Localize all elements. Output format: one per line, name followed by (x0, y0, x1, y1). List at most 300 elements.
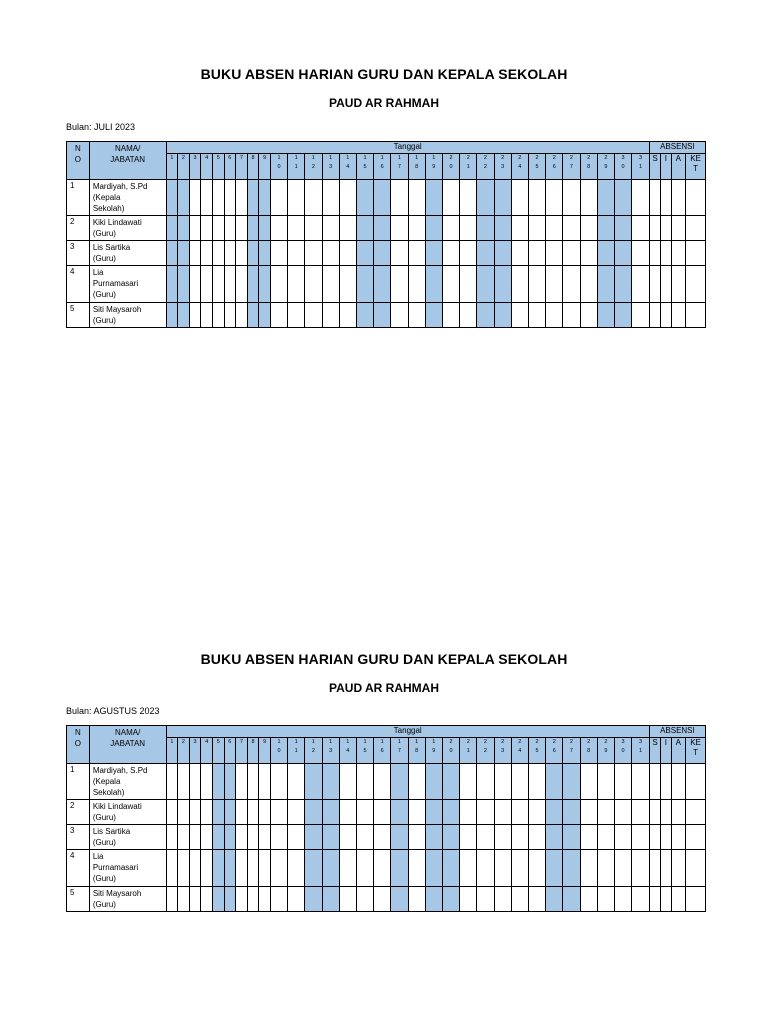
day-cell[interactable] (247, 825, 259, 850)
day-cell[interactable] (178, 303, 190, 328)
day-cell[interactable] (580, 764, 597, 800)
day-cell[interactable] (224, 887, 236, 912)
day-cell[interactable] (270, 887, 287, 912)
day-cell[interactable] (442, 266, 459, 303)
day-cell[interactable] (201, 180, 213, 216)
day-cell[interactable] (528, 266, 545, 303)
day-cell[interactable] (597, 303, 614, 328)
absensi-cell[interactable] (661, 800, 671, 825)
day-cell[interactable] (614, 850, 631, 887)
day-cell[interactable] (580, 850, 597, 887)
day-cell[interactable] (494, 764, 511, 800)
absensi-cell[interactable] (686, 764, 706, 800)
day-cell[interactable] (356, 180, 373, 216)
day-cell[interactable] (166, 266, 178, 303)
day-cell[interactable] (270, 800, 287, 825)
day-cell[interactable] (247, 241, 259, 266)
day-cell[interactable] (494, 303, 511, 328)
day-cell[interactable] (528, 800, 545, 825)
day-cell[interactable] (632, 241, 650, 266)
absensi-cell[interactable] (686, 266, 706, 303)
day-cell[interactable] (546, 850, 563, 887)
day-cell[interactable] (288, 764, 305, 800)
day-cell[interactable] (247, 216, 259, 241)
day-cell[interactable] (632, 216, 650, 241)
absensi-cell[interactable] (686, 800, 706, 825)
day-cell[interactable] (178, 764, 190, 800)
day-cell[interactable] (201, 850, 213, 887)
day-cell[interactable] (270, 303, 287, 328)
day-cell[interactable] (259, 266, 271, 303)
day-cell[interactable] (460, 303, 477, 328)
day-cell[interactable] (391, 241, 408, 266)
day-cell[interactable] (224, 764, 236, 800)
day-cell[interactable] (356, 266, 373, 303)
day-cell[interactable] (201, 216, 213, 241)
day-cell[interactable] (425, 800, 442, 825)
day-cell[interactable] (339, 266, 356, 303)
day-cell[interactable] (201, 303, 213, 328)
day-cell[interactable] (166, 303, 178, 328)
day-cell[interactable] (477, 216, 494, 241)
day-cell[interactable] (212, 825, 224, 850)
day-cell[interactable] (166, 216, 178, 241)
absensi-cell[interactable] (649, 241, 660, 266)
day-cell[interactable] (408, 266, 425, 303)
day-cell[interactable] (356, 825, 373, 850)
day-cell[interactable] (322, 241, 339, 266)
absensi-cell[interactable] (661, 216, 671, 241)
day-cell[interactable] (166, 850, 178, 887)
day-cell[interactable] (511, 216, 528, 241)
day-cell[interactable] (189, 303, 201, 328)
absensi-cell[interactable] (661, 764, 671, 800)
day-cell[interactable] (511, 887, 528, 912)
day-cell[interactable] (259, 764, 271, 800)
day-cell[interactable] (580, 303, 597, 328)
day-cell[interactable] (374, 850, 391, 887)
day-cell[interactable] (259, 303, 271, 328)
day-cell[interactable] (259, 241, 271, 266)
day-cell[interactable] (391, 764, 408, 800)
day-cell[interactable] (614, 180, 631, 216)
day-cell[interactable] (247, 303, 259, 328)
day-cell[interactable] (408, 764, 425, 800)
day-cell[interactable] (189, 764, 201, 800)
day-cell[interactable] (224, 266, 236, 303)
day-cell[interactable] (546, 887, 563, 912)
day-cell[interactable] (408, 241, 425, 266)
day-cell[interactable] (425, 180, 442, 216)
absensi-cell[interactable] (661, 850, 671, 887)
day-cell[interactable] (270, 266, 287, 303)
day-cell[interactable] (425, 241, 442, 266)
day-cell[interactable] (597, 825, 614, 850)
day-cell[interactable] (305, 764, 322, 800)
day-cell[interactable] (339, 800, 356, 825)
day-cell[interactable] (511, 764, 528, 800)
day-cell[interactable] (259, 850, 271, 887)
day-cell[interactable] (189, 887, 201, 912)
day-cell[interactable] (425, 303, 442, 328)
day-cell[interactable] (442, 216, 459, 241)
day-cell[interactable] (374, 180, 391, 216)
day-cell[interactable] (305, 303, 322, 328)
day-cell[interactable] (391, 800, 408, 825)
day-cell[interactable] (356, 850, 373, 887)
day-cell[interactable] (288, 887, 305, 912)
day-cell[interactable] (288, 800, 305, 825)
day-cell[interactable] (614, 241, 631, 266)
day-cell[interactable] (189, 241, 201, 266)
day-cell[interactable] (178, 800, 190, 825)
day-cell[interactable] (322, 825, 339, 850)
day-cell[interactable] (322, 266, 339, 303)
day-cell[interactable] (212, 887, 224, 912)
absensi-cell[interactable] (671, 180, 686, 216)
day-cell[interactable] (614, 825, 631, 850)
day-cell[interactable] (201, 887, 213, 912)
day-cell[interactable] (442, 800, 459, 825)
absensi-cell[interactable] (671, 887, 686, 912)
day-cell[interactable] (632, 266, 650, 303)
day-cell[interactable] (546, 216, 563, 241)
day-cell[interactable] (270, 764, 287, 800)
day-cell[interactable] (511, 180, 528, 216)
day-cell[interactable] (494, 266, 511, 303)
day-cell[interactable] (597, 887, 614, 912)
day-cell[interactable] (236, 887, 248, 912)
day-cell[interactable] (339, 825, 356, 850)
day-cell[interactable] (563, 825, 580, 850)
day-cell[interactable] (425, 266, 442, 303)
day-cell[interactable] (236, 825, 248, 850)
day-cell[interactable] (322, 180, 339, 216)
day-cell[interactable] (322, 764, 339, 800)
day-cell[interactable] (212, 764, 224, 800)
day-cell[interactable] (528, 825, 545, 850)
day-cell[interactable] (632, 303, 650, 328)
absensi-cell[interactable] (661, 887, 671, 912)
day-cell[interactable] (356, 764, 373, 800)
day-cell[interactable] (212, 241, 224, 266)
day-cell[interactable] (408, 303, 425, 328)
day-cell[interactable] (528, 303, 545, 328)
day-cell[interactable] (201, 266, 213, 303)
absensi-cell[interactable] (649, 850, 660, 887)
day-cell[interactable] (460, 764, 477, 800)
day-cell[interactable] (178, 887, 190, 912)
day-cell[interactable] (305, 241, 322, 266)
absensi-cell[interactable] (661, 825, 671, 850)
day-cell[interactable] (391, 266, 408, 303)
day-cell[interactable] (460, 180, 477, 216)
day-cell[interactable] (339, 180, 356, 216)
day-cell[interactable] (247, 180, 259, 216)
day-cell[interactable] (374, 764, 391, 800)
day-cell[interactable] (597, 800, 614, 825)
absensi-cell[interactable] (671, 241, 686, 266)
day-cell[interactable] (224, 241, 236, 266)
day-cell[interactable] (374, 266, 391, 303)
day-cell[interactable] (632, 800, 650, 825)
day-cell[interactable] (236, 216, 248, 241)
absensi-cell[interactable] (686, 887, 706, 912)
day-cell[interactable] (546, 180, 563, 216)
day-cell[interactable] (339, 303, 356, 328)
day-cell[interactable] (477, 887, 494, 912)
day-cell[interactable] (511, 241, 528, 266)
day-cell[interactable] (563, 800, 580, 825)
day-cell[interactable] (212, 266, 224, 303)
day-cell[interactable] (270, 216, 287, 241)
day-cell[interactable] (528, 216, 545, 241)
day-cell[interactable] (546, 303, 563, 328)
day-cell[interactable] (224, 303, 236, 328)
day-cell[interactable] (374, 800, 391, 825)
day-cell[interactable] (563, 216, 580, 241)
day-cell[interactable] (212, 216, 224, 241)
day-cell[interactable] (201, 800, 213, 825)
day-cell[interactable] (201, 825, 213, 850)
day-cell[interactable] (425, 850, 442, 887)
day-cell[interactable] (236, 764, 248, 800)
day-cell[interactable] (322, 800, 339, 825)
day-cell[interactable] (563, 764, 580, 800)
day-cell[interactable] (305, 266, 322, 303)
day-cell[interactable] (288, 241, 305, 266)
day-cell[interactable] (259, 887, 271, 912)
day-cell[interactable] (305, 887, 322, 912)
day-cell[interactable] (374, 216, 391, 241)
day-cell[interactable] (494, 850, 511, 887)
absensi-cell[interactable] (649, 266, 660, 303)
day-cell[interactable] (442, 764, 459, 800)
day-cell[interactable] (224, 825, 236, 850)
day-cell[interactable] (442, 241, 459, 266)
day-cell[interactable] (563, 180, 580, 216)
day-cell[interactable] (597, 241, 614, 266)
day-cell[interactable] (288, 850, 305, 887)
day-cell[interactable] (528, 241, 545, 266)
day-cell[interactable] (391, 850, 408, 887)
day-cell[interactable] (632, 825, 650, 850)
day-cell[interactable] (597, 266, 614, 303)
day-cell[interactable] (391, 303, 408, 328)
day-cell[interactable] (247, 887, 259, 912)
absensi-cell[interactable] (671, 764, 686, 800)
day-cell[interactable] (178, 241, 190, 266)
day-cell[interactable] (212, 303, 224, 328)
day-cell[interactable] (477, 850, 494, 887)
day-cell[interactable] (259, 800, 271, 825)
day-cell[interactable] (511, 850, 528, 887)
day-cell[interactable] (189, 800, 201, 825)
day-cell[interactable] (546, 800, 563, 825)
day-cell[interactable] (511, 303, 528, 328)
absensi-cell[interactable] (686, 825, 706, 850)
day-cell[interactable] (339, 887, 356, 912)
day-cell[interactable] (305, 850, 322, 887)
day-cell[interactable] (259, 180, 271, 216)
day-cell[interactable] (305, 800, 322, 825)
absensi-cell[interactable] (649, 180, 660, 216)
day-cell[interactable] (247, 800, 259, 825)
day-cell[interactable] (288, 216, 305, 241)
day-cell[interactable] (270, 241, 287, 266)
day-cell[interactable] (528, 850, 545, 887)
day-cell[interactable] (166, 241, 178, 266)
day-cell[interactable] (494, 180, 511, 216)
day-cell[interactable] (236, 241, 248, 266)
day-cell[interactable] (408, 887, 425, 912)
day-cell[interactable] (178, 216, 190, 241)
day-cell[interactable] (391, 180, 408, 216)
day-cell[interactable] (460, 216, 477, 241)
day-cell[interactable] (511, 825, 528, 850)
day-cell[interactable] (614, 303, 631, 328)
absensi-cell[interactable] (686, 180, 706, 216)
day-cell[interactable] (442, 887, 459, 912)
day-cell[interactable] (288, 303, 305, 328)
day-cell[interactable] (442, 825, 459, 850)
day-cell[interactable] (166, 825, 178, 850)
day-cell[interactable] (374, 241, 391, 266)
day-cell[interactable] (322, 303, 339, 328)
absensi-cell[interactable] (649, 303, 660, 328)
day-cell[interactable] (391, 887, 408, 912)
day-cell[interactable] (477, 825, 494, 850)
day-cell[interactable] (166, 800, 178, 825)
day-cell[interactable] (322, 216, 339, 241)
day-cell[interactable] (236, 180, 248, 216)
day-cell[interactable] (477, 266, 494, 303)
day-cell[interactable] (408, 180, 425, 216)
day-cell[interactable] (224, 180, 236, 216)
day-cell[interactable] (166, 887, 178, 912)
day-cell[interactable] (356, 216, 373, 241)
day-cell[interactable] (477, 303, 494, 328)
day-cell[interactable] (632, 887, 650, 912)
absensi-cell[interactable] (686, 850, 706, 887)
absensi-cell[interactable] (671, 800, 686, 825)
day-cell[interactable] (460, 825, 477, 850)
day-cell[interactable] (356, 303, 373, 328)
absensi-cell[interactable] (661, 180, 671, 216)
day-cell[interactable] (224, 216, 236, 241)
absensi-cell[interactable] (649, 764, 660, 800)
day-cell[interactable] (528, 764, 545, 800)
day-cell[interactable] (494, 887, 511, 912)
day-cell[interactable] (322, 887, 339, 912)
day-cell[interactable] (580, 241, 597, 266)
day-cell[interactable] (408, 850, 425, 887)
day-cell[interactable] (580, 800, 597, 825)
day-cell[interactable] (632, 764, 650, 800)
day-cell[interactable] (356, 800, 373, 825)
day-cell[interactable] (597, 764, 614, 800)
day-cell[interactable] (425, 216, 442, 241)
absensi-cell[interactable] (661, 303, 671, 328)
day-cell[interactable] (614, 216, 631, 241)
day-cell[interactable] (477, 241, 494, 266)
day-cell[interactable] (166, 764, 178, 800)
day-cell[interactable] (236, 266, 248, 303)
day-cell[interactable] (189, 825, 201, 850)
day-cell[interactable] (494, 825, 511, 850)
day-cell[interactable] (494, 216, 511, 241)
day-cell[interactable] (305, 825, 322, 850)
day-cell[interactable] (236, 303, 248, 328)
day-cell[interactable] (259, 825, 271, 850)
day-cell[interactable] (580, 887, 597, 912)
day-cell[interactable] (580, 825, 597, 850)
day-cell[interactable] (201, 764, 213, 800)
day-cell[interactable] (236, 850, 248, 887)
absensi-cell[interactable] (661, 241, 671, 266)
day-cell[interactable] (511, 266, 528, 303)
day-cell[interactable] (408, 825, 425, 850)
day-cell[interactable] (288, 825, 305, 850)
day-cell[interactable] (477, 800, 494, 825)
day-cell[interactable] (632, 850, 650, 887)
day-cell[interactable] (408, 216, 425, 241)
day-cell[interactable] (546, 266, 563, 303)
day-cell[interactable] (563, 266, 580, 303)
day-cell[interactable] (212, 180, 224, 216)
day-cell[interactable] (322, 850, 339, 887)
day-cell[interactable] (270, 180, 287, 216)
day-cell[interactable] (189, 266, 201, 303)
absensi-cell[interactable] (649, 887, 660, 912)
day-cell[interactable] (614, 266, 631, 303)
day-cell[interactable] (580, 216, 597, 241)
day-cell[interactable] (614, 887, 631, 912)
day-cell[interactable] (597, 180, 614, 216)
day-cell[interactable] (356, 241, 373, 266)
day-cell[interactable] (597, 850, 614, 887)
day-cell[interactable] (224, 800, 236, 825)
day-cell[interactable] (339, 764, 356, 800)
day-cell[interactable] (425, 764, 442, 800)
day-cell[interactable] (178, 850, 190, 887)
day-cell[interactable] (494, 800, 511, 825)
absensi-cell[interactable] (686, 216, 706, 241)
day-cell[interactable] (460, 241, 477, 266)
day-cell[interactable] (288, 180, 305, 216)
day-cell[interactable] (270, 825, 287, 850)
day-cell[interactable] (356, 887, 373, 912)
day-cell[interactable] (374, 825, 391, 850)
day-cell[interactable] (189, 180, 201, 216)
day-cell[interactable] (212, 800, 224, 825)
day-cell[interactable] (288, 266, 305, 303)
day-cell[interactable] (477, 180, 494, 216)
day-cell[interactable] (305, 180, 322, 216)
day-cell[interactable] (178, 180, 190, 216)
day-cell[interactable] (247, 850, 259, 887)
day-cell[interactable] (632, 180, 650, 216)
absensi-cell[interactable] (649, 216, 660, 241)
day-cell[interactable] (247, 764, 259, 800)
absensi-cell[interactable] (671, 303, 686, 328)
day-cell[interactable] (339, 216, 356, 241)
day-cell[interactable] (460, 850, 477, 887)
day-cell[interactable] (460, 887, 477, 912)
day-cell[interactable] (563, 303, 580, 328)
day-cell[interactable] (259, 216, 271, 241)
day-cell[interactable] (546, 764, 563, 800)
